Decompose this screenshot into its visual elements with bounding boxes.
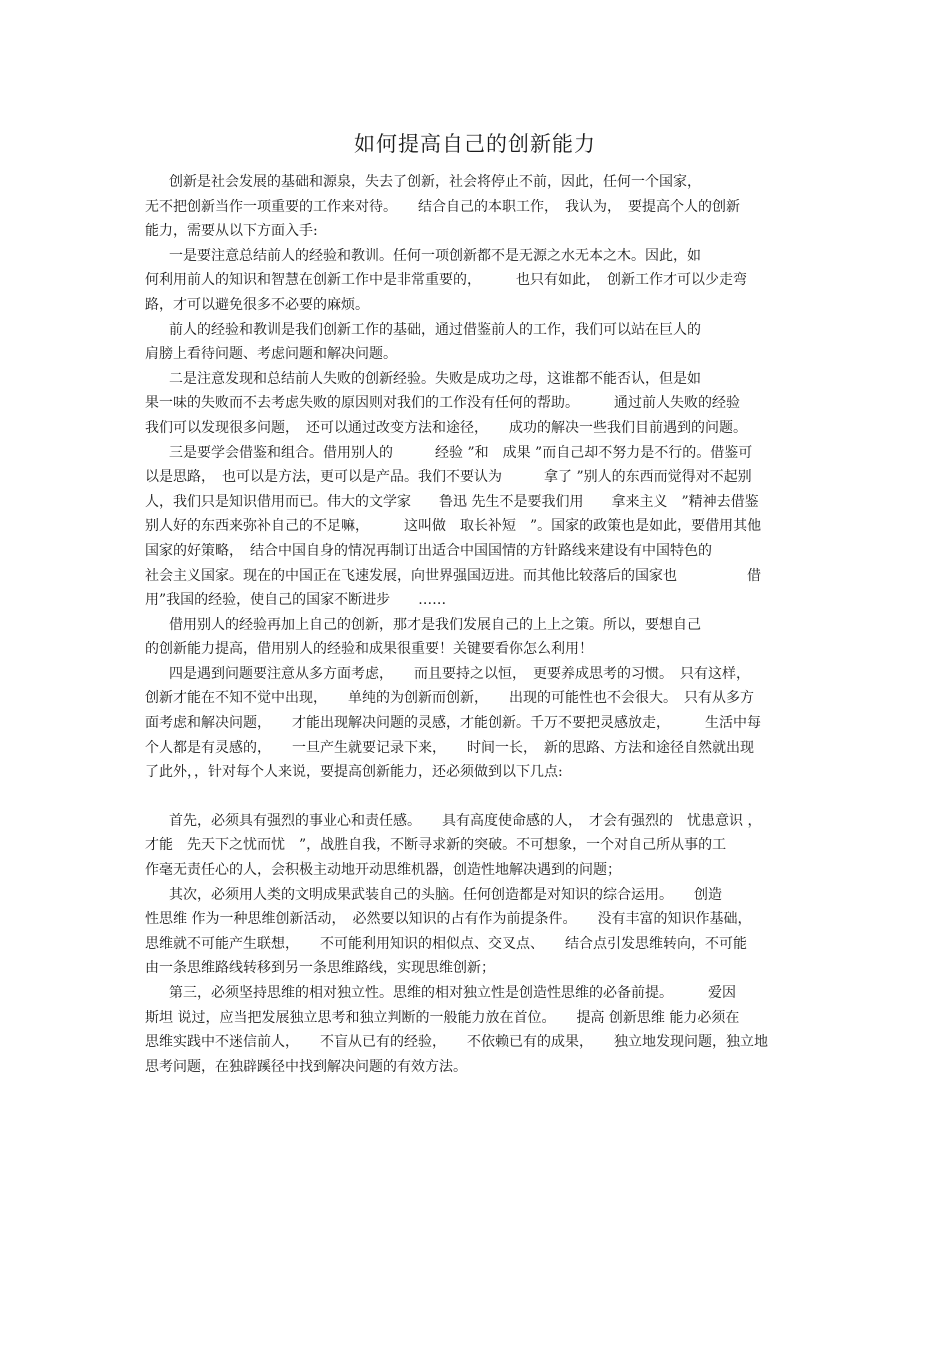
- paragraph: [145, 318, 810, 367]
- paragraph-line: 以是思路， 也可以是方法，更可以是产品。我们不要认为 拿了 ”别人的东西而觉得对不起别: [145, 469, 752, 486]
- paragraph-first-line: 借用别人的经验再加上自己的创新，那才是我们发展自己的上上之策。所以，要想自己: [169, 616, 701, 633]
- paragraph-line: 思考问题，在独辟蹊径中找到解决问题的有效方法。: [145, 1058, 467, 1075]
- paragraph-line: 社会主义国家。现在的中国正在飞速发展，向世界强国迈进。而其他比较落后的国家也 借: [145, 567, 761, 584]
- paragraph-line: 由一条思维路线转移到另一条思维路线，实现思维创新；: [145, 960, 495, 977]
- paragraph: [145, 981, 810, 1079]
- paragraph: [145, 244, 810, 318]
- paragraph-line: 性思维 作为一种思维创新活动， 必然要以知识的占有作为前提条件。 没有丰富的知识作基础，: [145, 911, 752, 928]
- paragraph: [145, 613, 810, 662]
- paragraph-line: 斯坦 说过，应当把发展独立思考和独立判断的一般能力放在首位。 提高 创新思维 能力必须在: [145, 1009, 740, 1026]
- paragraph-first-line: 一是要注意总结前人的经验和教训。任何一项创新都不是无源之水无本之木。因此，如: [169, 247, 701, 264]
- paragraph: [145, 809, 810, 883]
- paragraph-line: 创新才能在不知不觉中出现， 单纯的为创新而创新， 出现的可能性也不会很大。 只有从多方: [145, 690, 754, 707]
- paragraph-first-line: 创新是社会发展的基础和源泉，失去了创新，社会将停止不前，因此，任何一个国家，: [169, 174, 701, 190]
- paragraph-line: 思维就不可能产生联想， 不可能利用知识的相似点、交叉点、 结合点引发思维转向，不可能: [145, 935, 747, 952]
- paragraph-line: 的创新能力提高，借用别人的经验和成果很重要！关键要看你怎么利用！: [145, 641, 593, 658]
- paragraph-line: 无不把创新当作一项重要的工作来对待。 结合自己的本职工作， 我认为， 要提高个人的创新: [145, 198, 740, 215]
- paragraph-line: 用”我国的经验，使自己的国家不断进步 ……: [145, 592, 447, 609]
- paragraph: [145, 170, 810, 244]
- paragraph: [145, 883, 810, 981]
- paragraph-line: 肩膀上看待问题、考虑问题和解决问题。: [145, 346, 397, 363]
- paragraph-line: 国家的好策略， 结合中国自身的情况再制订出适合中国国情的方针路线来建设有中国特色的: [145, 542, 712, 559]
- paragraph-first-line: 第三，必须坚持思维的相对独立性。思维的相对独立性是创造性思维的必备前提。 爱因: [169, 985, 736, 1001]
- paragraph-line: 个人都是有灵感的， 一旦产生就要记录下来， 时间一长， 新的思路、方法和途径自然就出现: [145, 739, 754, 756]
- paragraph: [145, 662, 810, 785]
- document-body: [145, 170, 810, 1079]
- paragraph-line: 果一味的失败而不去考虑失败的原因则对我们的工作没有任何的帮助。 通过前人失败的经验: [145, 395, 740, 412]
- paragraph-line: 了此外，，针对每个人来说，要提高创新能力，还必须做到以下几点:: [145, 764, 563, 781]
- paragraph-first-line: 二是注意发现和总结前人失败的创新经验。失败是成功之母，这谁都不能否认，但是如: [169, 370, 701, 387]
- paragraph-first-line: 四是遇到问题要注意从多方面考虑， 而且要持之以恒， 更要养成思考的习惯。 只有这样，: [169, 665, 750, 682]
- paragraph-line: 何利用前人的知识和智慧在创新工作中是非常重要的， 也只有如此， 创新工作才可以少走弯: [145, 272, 747, 289]
- paragraph-line: 人，我们只是知识借用而已。伟大的文学家 鲁迅 先生不是要我们用 拿来主义 ”精神去借鉴: [145, 493, 759, 510]
- paragraph-line: 作毫无责任心的人，会积极主动地开动思维机器，创造性地解决遇到的问题；: [145, 862, 621, 879]
- paragraph: [145, 441, 810, 613]
- paragraph-line: 路，才可以避免很多不必要的麻烦。: [145, 296, 369, 313]
- paragraph-line: 才能 先天下之忧而忧 ”，战胜自我，不断寻求新的突破。不可想象，一个对自己所从事的工: [145, 837, 727, 854]
- paragraph-first-line: 首先，必须具有强烈的事业心和责任感。 具有高度使命感的人， 才会有强烈的 忧患意识 ，: [169, 812, 762, 829]
- paragraph-line: 思维实践中不迷信前人， 不盲从已有的经验， 不依赖已有的成果， 独立地发现问题，独立地: [145, 1034, 768, 1051]
- paragraph-line: 我们可以发现很多问题， 还可以通过改变方法和途径， 成功的解决一些我们目前遇到的问题。: [145, 419, 747, 436]
- paragraph-line: 能力，需要从以下方面入手:: [145, 223, 318, 240]
- paragraph-first-line: 三是要学会借鉴和组合。借用别人的 经验 ”和 成果 ”而自己却不努力是不行的。借鉴可: [169, 444, 753, 461]
- paragraph-line: 别人好的东西来弥补自己的不足嘛， 这叫做 取长补短 ”。国家的政策也是如此，要借用其他: [145, 518, 762, 535]
- paragraph-spacer: [145, 785, 810, 809]
- paragraph: [145, 367, 810, 441]
- page-title: 如何提高自己的创新能力: [354, 132, 596, 156]
- paragraph-line: 面考虑和解决问题， 才能出现解决问题的灵感，才能创新。千万不要把灵感放走， 生活中每: [145, 715, 761, 732]
- paragraph-first-line: 其次，必须用人类的文明成果武装自己的头脑。任何创造都是对知识的综合运用。 创造: [169, 886, 722, 903]
- paragraph-first-line: 前人的经验和教训是我们创新工作的基础，通过借鉴前人的工作，我们可以站在巨人的: [169, 321, 701, 338]
